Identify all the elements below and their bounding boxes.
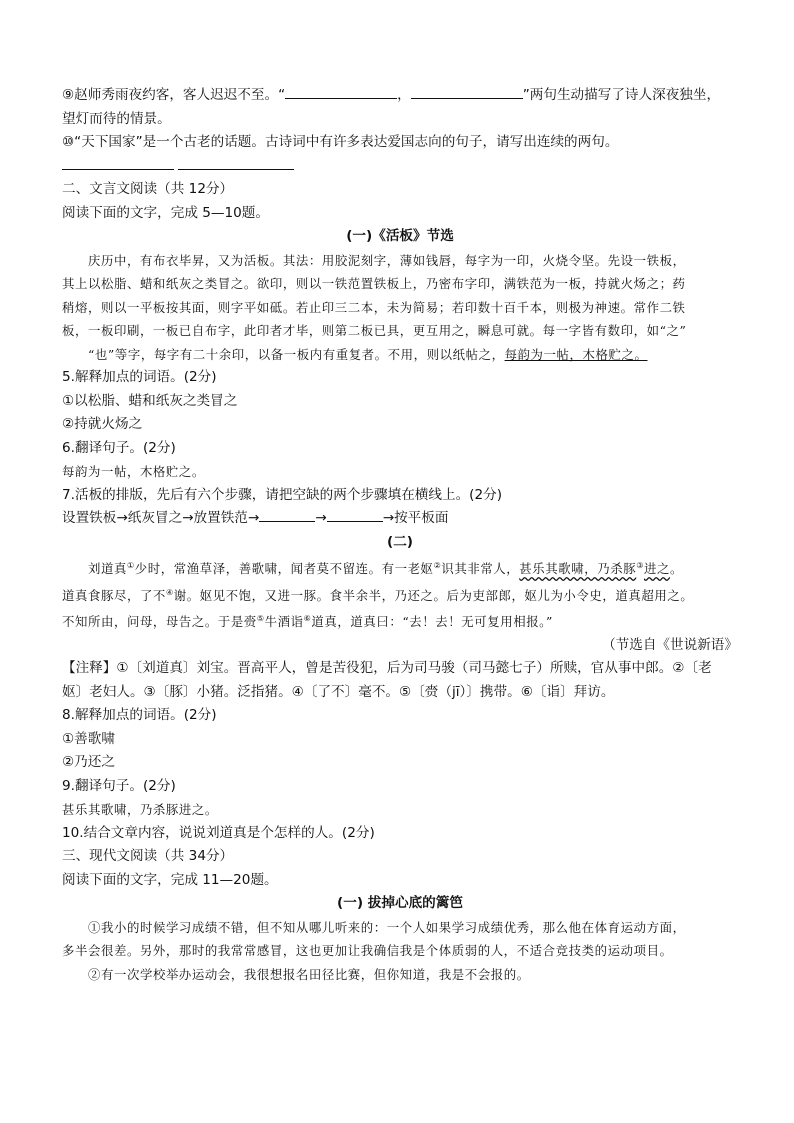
passage-3 [62,916,738,987]
question-9-comma: ， [397,87,411,103]
footnote-marker: ⑤ [256,614,265,624]
passage-1-line: 庆历中，有布衣毕昇，又为活板。其法：用胶泥刻字，薄如钱唇，每字为一印，火烧令坚。先设一铁板， [88,252,686,268]
question-10-describe: 10.结合文章内容，说说刘道真是个怎样的人。(2分) [62,824,375,841]
section-2-instruction: 阅读下面的文字，完成 5—10题。 [62,204,269,221]
question-5-item-2: ②持就火炀之 [62,416,143,432]
passage-1-line: 其上以松脂、蜡和纸灰之类冒之。欲印，则以一铁范置铁板上，乃密布字印，满铁范为一板，持就火炀之；药 [62,276,686,291]
passage-3-line: ①我小的时候学习成绩不错，但不知从哪儿听来的：一个人如果学习成绩优秀，那么他在体育运动方面， [88,919,686,935]
flow-steps: →按平板面 [382,510,449,526]
footnote-marker: ⑥ [303,614,312,624]
footnote-marker: ② [433,561,442,570]
passage-2-source: （节选自《世说新语》 [602,636,738,653]
passage-1-line: 板，一板印刷，一板已自布字，此印者才毕，则第二板已具，更互用之，瞬息可就。每一字皆有数印，如“之” [62,323,687,338]
passage-2-text: 牛酒诣 [264,614,304,630]
answer-blank[interactable] [411,84,523,99]
question-7: 7.活板的排版，先后有六个步骤，请把空缺的两个步骤填在横线上。(2分) [62,486,503,503]
passage-2 [62,554,738,634]
passage-2-line [62,581,738,608]
question-8-item-1: ①善歌啸 [62,730,115,747]
flow-arrow: → [315,510,327,526]
passage-1 [62,249,738,367]
question-9-text-a: ⑨赵师秀雨夜约客，客人迟迟不至。“ [62,87,286,103]
underlined-sentence: 每韵为一帖，木格贮之。 [504,346,648,362]
footnote-marker: ④ [165,587,174,597]
footnote-marker: ③ [636,561,644,570]
footnote-marker: ① [126,561,135,570]
passage-2-line [62,554,738,581]
question-9-line [62,84,738,108]
answer-blank[interactable] [178,155,294,170]
question-9-line2: 望灯而待的情景。 [62,110,171,127]
passage-3-line: ②有一次学校举办运动会，我很想报名田径比赛，但你知道，我是不会报的。 [88,966,530,982]
question-8-item-2: ②乃还之 [62,754,115,771]
passage-3-line: 多半会很差。另外，那时的我常常感冒，这也更加让我确信我是个体质弱的人，不适合竞技类的运动项目。 [62,943,673,959]
section-3-instruction: 阅读下面的文字，完成 11—20题。 [62,871,278,888]
annotation-line: 【注释】①〔刘道真〕刘宝。晋高平人，曾是苦役犯，后为司马骏（司马懿七子）所赎，官从事中郎。②〔老 [62,660,712,677]
answer-blank[interactable] [259,507,315,522]
passage-2-text: 道真，道真曰：“去！去！无可复用相报。” [311,614,553,630]
passage-1-line [62,343,738,367]
passage-2-text: 刘道真 [88,561,127,577]
flow-steps: 设置铁板→纸灰冒之→放置铁范→ [62,510,260,526]
answer-blank[interactable] [327,507,383,522]
section-3-heading: 三、现代文阅读（共 34分） [62,848,234,865]
question-10: ⑩“天下国家”是一个古老的话题。古诗词中有许多表达爱国志向的句子，请写出连续的两句。 [62,134,619,150]
question-8: 8.解释加点的词语。(2分) [62,707,217,724]
passage-2-text: 道真食豚尽，了不 [62,587,166,603]
answer-blank[interactable] [285,84,397,99]
question-6: 6.翻译句子。(2分) [62,439,176,456]
passage-2-title: (二) [386,533,414,550]
passage-1-line: 稍熔，则以一平板按其面，则字平如砥。若止印三二本，未为简易；若印数十百千本，则极为神速。常作二铁 [62,299,686,315]
question-9-text-b: ”两句生动描写了诗人深夜独坐， [522,87,721,103]
passage-2-text: 识其非常人， [441,561,520,577]
question-7-flow [62,507,738,531]
passage-2-line [62,607,738,634]
passage-1-title: (一)《活板》节选 [346,228,454,244]
question-9-sentence: 甚乐其歌啸，乃杀豚进之。 [62,802,218,818]
passage-2-text: 。 [669,561,683,577]
section-2-heading: 二、文言文阅读（共 12分） [62,181,234,197]
passage-3-title: (一) 拔掉心底的篱笆 [337,895,463,912]
exam-page [62,84,738,986]
question-5: 5.解释加点的词语。(2分) [62,369,217,385]
passage-2-text: 少时，常渔草泽，善歌啸，闻者莫不留连。有一老妪 [134,561,434,577]
question-9-translate: 9.翻译句子。(2分) [62,777,176,794]
passage-2-text: 不知所由，问母，母告之。于是赍 [62,614,257,630]
passage-1-text: “也”等字，每字有二十余印，以备一板内有重复者。不用，则以纸帖之， [88,346,505,362]
passage-2-text: 谢。妪见不饱，又进一豚。食半余半，乃还之。后为吏部郎，妪儿为小令史，道真超用之。 [173,587,694,603]
question-10-answer-line [62,155,738,179]
question-6-sentence: 每韵为一帖，木格贮之。 [62,464,205,479]
question-5-item-1: ①以松脂、蜡和纸灰之类冒之 [62,392,238,409]
underlined-sentence: 进之 [644,561,670,577]
answer-blank[interactable] [62,155,174,170]
annotation-line: 妪〕老妇人。③〔豚〕小猪。泛指猪。④〔了不〕毫不。⑤〔赍（jī）〕携带。⑥〔诣〕拜访。 [62,683,615,700]
underlined-sentence: 甚乐其歌啸，乃杀豚 [519,561,637,577]
